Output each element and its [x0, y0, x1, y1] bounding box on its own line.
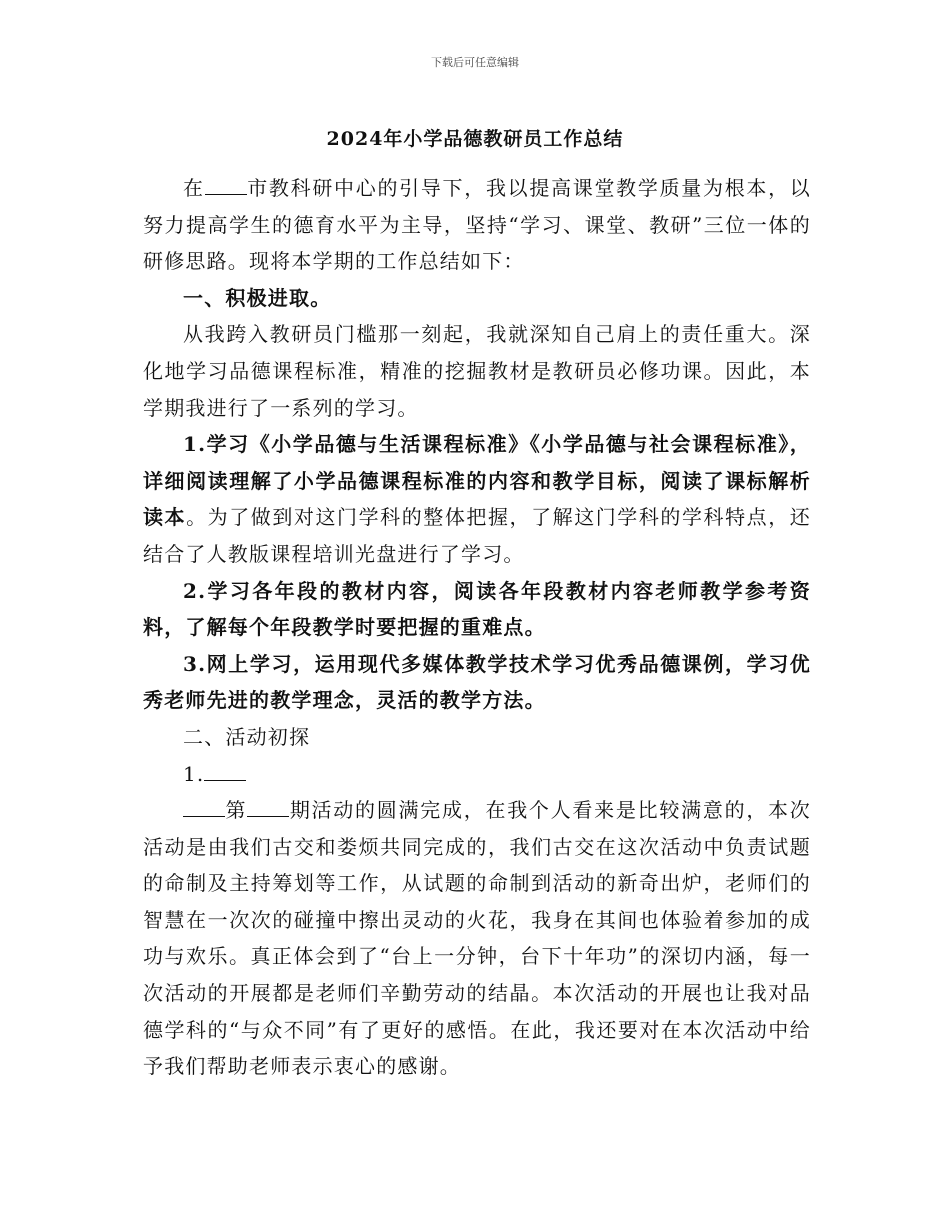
intro-paragraph	[143, 170, 811, 280]
section-heading-2: 二、活动初探	[183, 724, 311, 749]
activity-paragraph	[143, 792, 811, 1085]
document-body	[143, 170, 811, 1085]
activity-text: 期活动的圆满完成，在我个人看来是比较满意的，本次活动是由我们古交和娄烦共同完成的，我们古交在这次活动中负责试题的命制及主持筹划等工作，从试题的命制到活动的新奇出炉，老师们的智慧在一次次的碰撞中擦出灵动的火花，我身在其间也体验着参加的成功与欢乐。真正体会到了“台上一分钟，台下十年功”的深切内涵，每一次活动的开展都是老师们辛勤劳动的结晶。本次活动的开展也让我对品德学科的“与众不同”有了更好的感悟。在此，我还要对在本次活动中给予我们帮助老师表示衷心的感谢。	[143, 798, 811, 1079]
blank-field	[183, 796, 225, 817]
activity-item-1-label: 1.	[183, 761, 205, 786]
blank-field	[204, 760, 246, 781]
blank-field	[205, 174, 247, 195]
blank-field	[247, 796, 289, 817]
intro-prefix: 在	[183, 176, 205, 200]
section1-paragraph: 从我跨入教研员门槛那一刻起，我就深知自己肩上的责任重大。深化地学习品德课程标准，精准的挖掘教材是教研员必修功课。因此，本学期我进行了一系列的学习。	[143, 322, 811, 420]
study-item-3: 3.网上学习，运用现代多媒体教学技术学习优秀品德课例，学习优秀老师先进的教学理念，灵活的教学方法。	[143, 651, 811, 713]
activity-item-1	[143, 756, 811, 793]
study-item-1	[143, 426, 811, 572]
activity-mid: 第	[225, 798, 248, 823]
study-item-1-bold: 1.学习《小学品德与生活课程标准》《小学品德与社会课程标准》，详细阅读理解了小学品德课程标准的内容和教学目标，阅读了课标解析读本	[143, 432, 811, 530]
page-header: 下载后可任意编辑	[431, 56, 519, 69]
section-heading-1: 一、积极进取。	[183, 285, 332, 310]
document-title: 2024年小学品德教研员工作总结	[326, 128, 624, 150]
study-item-1-normal: 。为了做到对这门学科的整体把握，了解这门学科的学科特点，还结合了人教版课程培训光盘进行了学习。	[143, 505, 811, 566]
study-item-2: 2.学习各年段的教材内容，阅读各年段教材内容老师教学参考资料，了解每个年段教学时要把握的重难点。	[143, 578, 811, 640]
intro-text: 市教科研中心的引导下，我以提高课堂教学质量为根本，以努力提高学生的德育水平为主导，坚持“学习、课堂、教研”三位一体的研修思路。现将本学期的工作总结如下：	[143, 176, 812, 274]
